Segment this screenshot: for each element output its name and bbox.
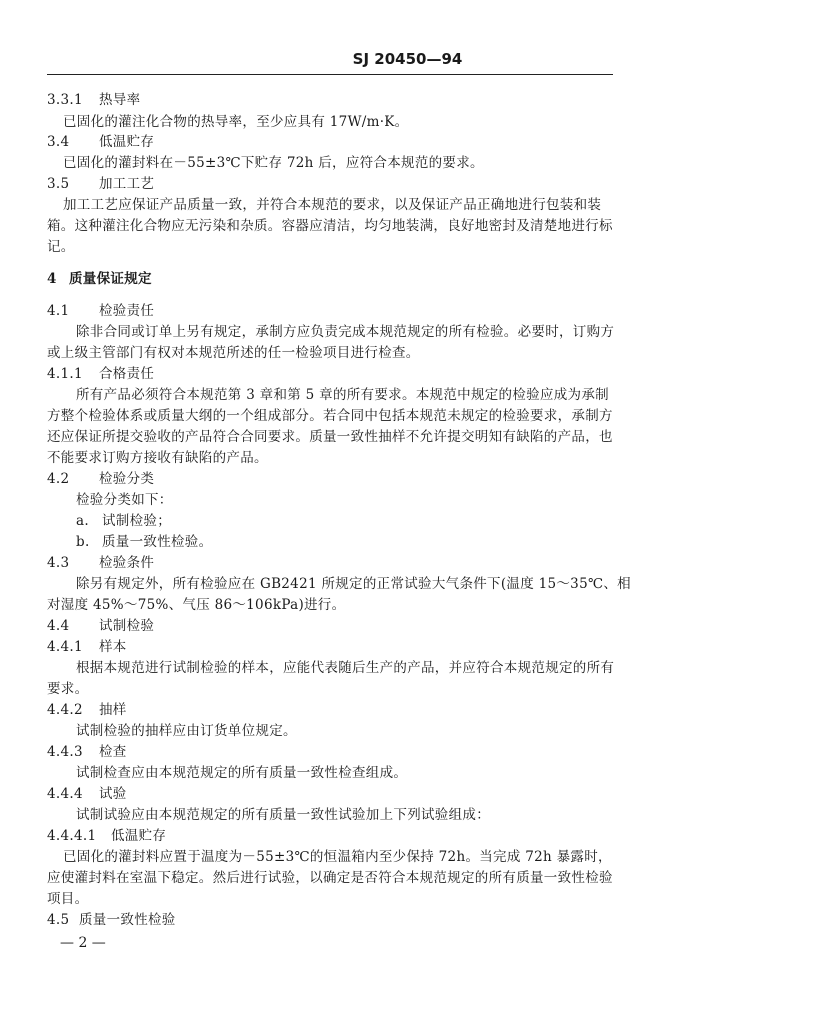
list-item: a. 试制检验；: [76, 513, 171, 529]
section-4-2-heading: 4.2 检验分类: [47, 471, 155, 487]
section-4-3-body-line: 对湿度 45%～75%、气压 86～106kPa)进行。: [47, 597, 346, 613]
section-4-4-4-heading: 4.4.4 试验: [47, 786, 127, 802]
section-4-4-heading: 4.4 试制检验: [47, 618, 155, 634]
page-header-code: SJ 20450—94: [352, 50, 463, 68]
section-4-4-1-heading: 4.4.1 样本: [47, 639, 127, 655]
list-item: b. 质量一致性检验。: [76, 534, 213, 550]
section-4-4-4-1-body-line: 已固化的灌封料应置于温度为－55±3℃的恒温箱内至少保持 72h。当完成 72h 暴露时，: [63, 849, 612, 865]
section-4-1-1-body-line: 所有产品必须符合本规范第 3 章和第 5 章的所有要求。本规范中规定的检验应成为承制: [76, 387, 609, 403]
chapter-4-heading: 4 质量保证规定: [47, 271, 152, 287]
section-4-1-body-line: 除非合同或订单上另有规定，承制方应负责完成本规范规定的所有检验。必要时，订购方: [76, 324, 615, 340]
section-4-1-1-body-line: 不能要求订购方接收有缺陷的产品。: [47, 450, 268, 466]
section-4-4-2-heading: 4.4.2 抽样: [47, 702, 127, 718]
section-3-5-heading: 3.5 加工工艺: [47, 176, 155, 192]
section-4-4-3-body: 试制检查应由本规范规定的所有质量一致性检查组成。: [76, 765, 408, 781]
section-4-1-body-line: 或上级主管部门有权对本规范所述的任一检验项目进行检查。: [47, 345, 420, 361]
section-4-4-1-body-line: 根据本规范进行试制检验的样本，应能代表随后生产的产品，并应符合本规范规定的所有: [76, 660, 615, 676]
section-4-4-2-body: 试制检验的抽样应由订货单位规定。: [76, 723, 297, 739]
section-4-4-4-body: 试制试验应由本规范规定的所有质量一致性试验加上下列试验组成：: [76, 807, 490, 823]
section-3-5-body-line: 记。: [47, 239, 75, 255]
section-4-1-1-body-line: 方整个检验体系或质量大纲的一个组成部分。若合同中包括本规范未规定的检验要求，承制方: [47, 408, 613, 424]
section-3-5-body-line: 加工工艺应保证产品质量一致，并符合本规范的要求，以及保证产品正确地进行包装和装: [63, 197, 602, 213]
section-3-3-1-heading: 3.3.1 热导率: [47, 92, 141, 108]
section-4-3-body-line: 除另有规定外，所有检验应在 GB2421 所规定的正常试验大气条件下(温度 15～35℃、相: [76, 576, 631, 592]
section-4-4-3-heading: 4.4.3 检查: [47, 744, 127, 760]
section-4-1-1-heading: 4.1.1 合格责任: [47, 366, 155, 382]
section-3-3-1-body: 已固化的灌注化合物的热导率，至少应具有 17W/m·K。: [63, 114, 409, 130]
page-number: — 2 —: [60, 935, 106, 951]
section-4-4-4-1-heading: 4.4.4.1 低温贮存: [47, 828, 167, 844]
section-3-5-body-line: 箱。这种灌注化合物应无污染和杂质。容器应清洁，均匀地装满，良好地密封及清楚地进行标: [47, 218, 613, 234]
section-4-1-heading: 4.1 检验责任: [47, 303, 155, 319]
section-4-1-1-body-line: 还应保证所提交验收的产品符合合同要求。质量一致性抽样不允许提交明知有缺陷的产品，也: [47, 429, 613, 445]
section-3-4-heading: 3.4 低温贮存: [47, 134, 155, 150]
section-4-3-heading: 4.3 检验条件: [47, 555, 155, 571]
section-4-4-4-1-body-line: 项目。: [47, 891, 89, 907]
section-4-4-4-1-body-line: 应使灌封料在室温下稳定。然后进行试验，以确定是否符合本规范规定的所有质量一致性检验: [47, 870, 613, 886]
section-4-5-heading: 4.5 质量一致性检验: [47, 912, 176, 928]
section-3-4-body: 已固化的灌封料在－55±3℃下贮存 72h 后，应符合本规范的要求。: [63, 155, 484, 171]
section-4-4-1-body-line: 要求。: [47, 681, 89, 697]
section-4-2-intro: 检验分类如下：: [76, 492, 173, 508]
